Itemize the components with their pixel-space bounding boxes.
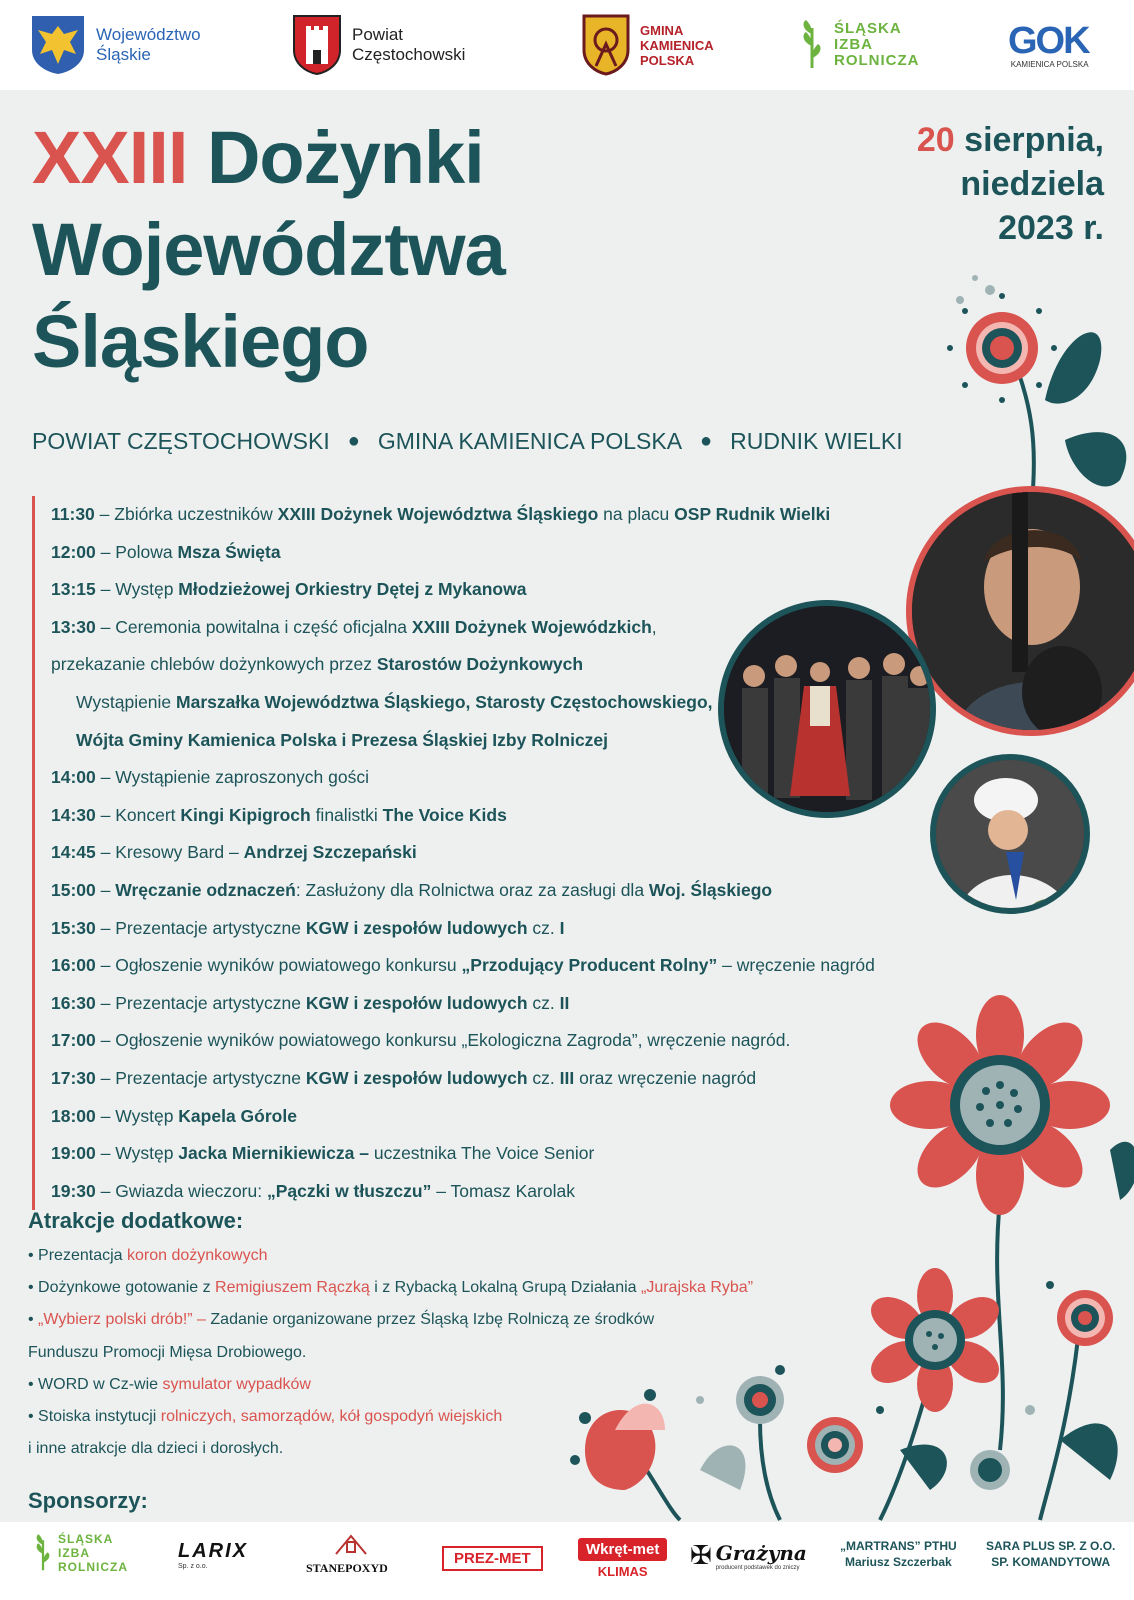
bullet-dot: ● — [700, 430, 713, 452]
guitarist-portrait-image — [912, 492, 1134, 736]
logo-gok-mark: GOK — [1008, 19, 1089, 62]
logo-gok-sub: KAMIENICA POLSKA — [1010, 59, 1089, 69]
schedule-row — [51, 646, 912, 684]
attraction-text: • — [28, 1311, 39, 1329]
locations-line — [32, 428, 903, 455]
stanepoxyd-roof-icon — [306, 1532, 396, 1556]
schedule-text: – Wystąpienie zaproszonych gości — [100, 767, 369, 788]
schedule-text: – Ceremonia powitalna i część oficjalna — [100, 616, 412, 637]
attraction-line — [28, 1337, 848, 1369]
attraction-highlight: „Wybierz polski drób!” – — [38, 1311, 206, 1329]
schedule-text: cz. — [527, 1067, 560, 1088]
date-day: 20 — [916, 121, 955, 159]
sponsor-wkretmet — [578, 1538, 667, 1579]
schedule-text: – Prezentacje artystyczne — [100, 1067, 306, 1088]
attraction-line — [28, 1369, 848, 1401]
schedule-text: : Zasłużony dla Rolnictwa oraz za zasługi dla — [295, 879, 649, 900]
schedule-text: – Gwiazda wieczoru: — [100, 1180, 267, 1201]
schedule-row — [51, 496, 912, 534]
schedule-text: – Występ — [100, 579, 179, 600]
program-schedule — [32, 496, 912, 1210]
attraction-text: • Stoiska instytucji — [28, 1408, 161, 1426]
sponsor-grazyna — [690, 1540, 807, 1571]
logo-powiat-line2: Częstochowski — [352, 45, 466, 64]
attraction-line — [28, 1272, 848, 1304]
schedule-highlight: Starostów Dożynkowych — [376, 654, 584, 675]
schedule-text: – — [100, 879, 116, 900]
schedule-highlight: KGW i zespołów ludowych — [305, 1067, 528, 1088]
photo-guitarist — [906, 486, 1134, 736]
logo-gmina-line3: POLSKA — [640, 52, 695, 68]
schedule-row — [51, 985, 912, 1023]
schedule-time: 14:00 — [51, 767, 96, 788]
schedule-text: uczestnika The Voice Senior — [368, 1143, 595, 1164]
schedule-time: 16:00 — [51, 955, 96, 976]
attraction-highlight: koron dożynkowych — [126, 1247, 268, 1264]
attraction-line — [28, 1304, 848, 1336]
schedule-text: cz. — [527, 992, 560, 1013]
attraction-line — [28, 1433, 848, 1465]
sponsor-izba-line1: ŚLĄSKA — [58, 1532, 114, 1546]
schedule-time: 19:00 — [51, 1143, 96, 1164]
attraction-text: i z Rybacką Lokalną Grupą Działania — [369, 1279, 641, 1297]
location-village: RUDNIK WIELKI — [730, 428, 903, 454]
schedule-time: 15:00 — [51, 879, 96, 900]
logo-izba-line3: ROLNICZA — [834, 52, 920, 69]
schedule-row — [51, 834, 912, 872]
schedule-highlight: Woj. Śląskiego — [648, 879, 773, 900]
schedule-text: – Występ — [100, 1143, 179, 1164]
schedule-highlight: I — [559, 917, 565, 938]
sponsor-saraplus-line1: SARA PLUS SP. Z O.O. — [986, 1539, 1116, 1553]
date-weekday: niedziela — [960, 165, 1104, 203]
logo-izba-line2: IZBA — [834, 36, 873, 53]
date-year: 2023 r. — [998, 209, 1104, 247]
title-roman-numeral: XXIII — [32, 116, 188, 199]
schedule-row — [51, 609, 912, 647]
logo-powiat-line1: Powiat — [352, 25, 404, 44]
event-date — [917, 118, 1104, 250]
logo-wojewodztwo-line1: Województwo — [96, 25, 201, 44]
schedule-text: – Kresowy Bard – — [100, 842, 244, 863]
schedule-row — [51, 1173, 912, 1211]
schedule-highlight: „Przodujący Producent Rolny” — [461, 955, 718, 976]
schedule-text: – Ogłoszenie wyników powiatowego konkursu — [100, 955, 462, 976]
schedule-row — [51, 1098, 912, 1136]
location-powiat: POWIAT CZĘSTOCHOWSKI — [32, 428, 330, 454]
schedule-time: 14:45 — [51, 842, 96, 863]
schedule-row — [51, 684, 912, 722]
schedule-row — [51, 534, 912, 572]
title-line3: Śląskiego — [32, 300, 369, 383]
sponsor-martrans — [840, 1538, 957, 1570]
powiat-crest-icon — [292, 14, 342, 76]
schedule-highlight: KGW i zespołów ludowych — [305, 992, 528, 1013]
schedule-highlight: Kapela Górole — [178, 1105, 297, 1126]
sponsor-saraplus — [986, 1538, 1115, 1570]
schedule-time: 13:30 — [51, 616, 96, 637]
event-title — [32, 112, 505, 388]
gmina-crest-icon — [582, 14, 630, 76]
attraction-text: • Dożynkowe gotowanie z — [28, 1279, 216, 1297]
schedule-highlight: Wójta Gminy Kamienica Polska i Prezesa Śląskiej Izby Rolniczej — [76, 729, 609, 750]
schedule-highlight: XXIII Dożynek Województwa Śląskiego — [277, 504, 599, 524]
title-line1: Dożynki — [206, 116, 484, 199]
schedule-text: – Zbiórka uczestników — [99, 504, 278, 524]
schedule-highlight: The Voice Kids — [382, 804, 507, 825]
schedule-highlight: OSP Rudnik Wielki — [674, 504, 831, 524]
sponsor-klimas-name: KLIMAS — [597, 1564, 648, 1579]
sponsor-wkretmet-name: Wkręt-met — [578, 1538, 667, 1561]
schedule-row — [51, 872, 912, 910]
schedule-time: 15:30 — [51, 917, 96, 938]
location-gmina: GMINA KAMIENICA POLSKA — [377, 428, 683, 454]
schedule-highlight: Wręczanie odznaczeń — [115, 879, 296, 900]
schedule-time: 19:30 — [51, 1180, 96, 1201]
attraction-text: Zadanie organizowane przez Śląską Izbę Rolniczą ze środków — [205, 1311, 655, 1329]
photo-chef — [930, 754, 1090, 914]
chef-portrait-image — [936, 760, 1090, 914]
schedule-time: 11:30 — [51, 504, 95, 524]
sponsor-izba-rolnicza — [34, 1532, 128, 1574]
logo-wojewodztwo-line2: Śląskie — [96, 45, 151, 64]
silesian-eagle-icon — [30, 14, 86, 76]
schedule-row — [51, 947, 912, 985]
schedule-text: – wręczenie nagród — [717, 955, 875, 976]
schedule-time: 12:00 — [51, 541, 96, 562]
schedule-text: oraz wręczenie nagród — [574, 1067, 757, 1088]
schedule-time: 13:15 — [51, 579, 96, 600]
logo-izba-line1: ŚLĄSKA — [834, 20, 902, 37]
logo-gmina-line2: KAMIENICA — [640, 37, 714, 53]
schedule-text: – Ogłoszenie wyników powiatowego konkursu „Ekologiczna Zagroda”, wręczenie nagród. — [100, 1030, 791, 1051]
schedule-text: , — [651, 616, 657, 637]
logo-gmina-line1: GMINA — [640, 22, 684, 38]
wheat-leaf-icon — [34, 1533, 52, 1573]
sponsor-larix-name: LARIX — [178, 1540, 248, 1562]
schedule-text: finalistki — [310, 804, 383, 825]
header-logo-bar — [0, 0, 1134, 90]
schedule-highlight: KGW i zespołów ludowych — [305, 917, 528, 938]
schedule-highlight: Kingi Kipigroch — [180, 804, 311, 825]
schedule-highlight: Marszałka Województwa Śląskiego, Starosty Częstochowskiego, — [176, 691, 713, 712]
schedule-highlight: Msza Święta — [177, 541, 281, 562]
sponsor-stanepoxyd-name: STANEPOXYD — [306, 1561, 388, 1575]
schedule-text: – Prezentacje artystyczne — [100, 917, 306, 938]
date-month: sierpnia, — [964, 121, 1104, 159]
title-line2: Województwa — [32, 208, 505, 291]
schedule-highlight: XXIII Dożynek Wojewódzkich — [411, 616, 652, 637]
logo-gok — [1008, 12, 1089, 78]
schedule-highlight: III — [559, 1067, 575, 1088]
attraction-text: • WORD w Cz-wie — [28, 1375, 163, 1393]
schedule-text: – Koncert — [100, 804, 181, 825]
schedule-row — [51, 722, 912, 760]
schedule-row — [51, 910, 912, 948]
schedule-time: 14:30 — [51, 804, 96, 825]
schedule-text: – Występ — [100, 1105, 179, 1126]
sponsor-grazyna-sub: producent podstawek do zniczy — [715, 1564, 800, 1571]
schedule-time: 18:00 — [51, 1105, 96, 1126]
sponsor-stanepoxyd — [306, 1532, 396, 1576]
attraction-highlight: „Jurajska Ryba” — [641, 1279, 754, 1297]
schedule-text: – Tomasz Karolak — [431, 1180, 575, 1201]
schedule-highlight: „Pączki w tłuszczu” — [266, 1180, 432, 1201]
sponsors-heading: Sponsorzy: — [28, 1488, 148, 1513]
attraction-highlight: rolniczych, samorządów, kół gospodyń wiejskich — [160, 1408, 503, 1426]
sponsor-grazyna-name: Grażyna — [715, 1540, 807, 1565]
schedule-row — [51, 1022, 912, 1060]
sponsor-larix-sub: Sp. z o.o. — [178, 1563, 208, 1570]
additional-attractions — [28, 1208, 848, 1465]
logo-slaska-izba-rolnicza — [800, 12, 920, 78]
schedule-time: 16:30 — [51, 992, 96, 1013]
attraction-highlight: symulator wypadków — [162, 1375, 311, 1393]
schedule-text: na placu — [598, 504, 675, 524]
schedule-row — [51, 1060, 912, 1098]
schedule-highlight: Młodzieżowej Orkiestry Dętej z Mykanowa — [178, 579, 527, 600]
sponsor-prezmet: PREZ-MET — [442, 1546, 543, 1571]
schedule-row — [51, 571, 912, 609]
sponsor-larix — [178, 1540, 248, 1570]
schedule-time: 17:00 — [51, 1030, 96, 1051]
sponsor-martrans-line2: Mariusz Szczerbak — [844, 1555, 952, 1569]
schedule-time: 17:30 — [51, 1067, 96, 1088]
attraction-line — [28, 1240, 848, 1272]
attraction-text: Funduszu Promocji Mięsa Drobiowego. — [28, 1343, 307, 1361]
sponsor-izba-line3: ROLNICZA — [58, 1560, 128, 1574]
schedule-row — [51, 1135, 912, 1173]
schedule-row — [51, 759, 912, 797]
schedule-text: Wystąpienie — [76, 691, 177, 712]
wheat-leaf-icon — [800, 20, 824, 70]
sponsors-bar — [0, 1522, 1134, 1600]
bullet-dot: ● — [347, 430, 360, 452]
schedule-text: – Polowa — [100, 541, 178, 562]
attraction-highlight: Remigiuszem Rączką — [215, 1279, 370, 1297]
cross-icon: ✠ — [690, 1540, 712, 1570]
schedule-row — [51, 797, 912, 835]
sponsor-saraplus-line2: SP. KOMANDYTOWA — [991, 1555, 1111, 1569]
schedule-highlight: II — [559, 992, 570, 1013]
extras-heading: Atrakcje dodatkowe: — [28, 1208, 244, 1233]
logo-wojewodztwo-slaskie — [30, 12, 201, 78]
schedule-text: cz. — [527, 917, 560, 938]
sponsor-izba-line2: IZBA — [58, 1546, 90, 1560]
schedule-text: – Prezentacje artystyczne — [100, 992, 306, 1013]
logo-powiat-czestochowski — [292, 12, 465, 78]
attraction-line — [28, 1401, 848, 1433]
schedule-highlight: Andrzej Szczepański — [243, 842, 417, 863]
attraction-text: • Prezentacja — [28, 1247, 127, 1264]
schedule-highlight: Jacka Miernikiewicza – — [178, 1143, 369, 1164]
schedule-text: przekazanie chlebów dożynkowych przez — [51, 654, 377, 675]
logo-gmina-kamienica-polska — [582, 12, 714, 78]
attraction-text: i inne atrakcje dla dzieci i dorosłych. — [28, 1440, 284, 1458]
sponsor-martrans-line1: „MARTRANS” PTHU — [840, 1539, 957, 1553]
